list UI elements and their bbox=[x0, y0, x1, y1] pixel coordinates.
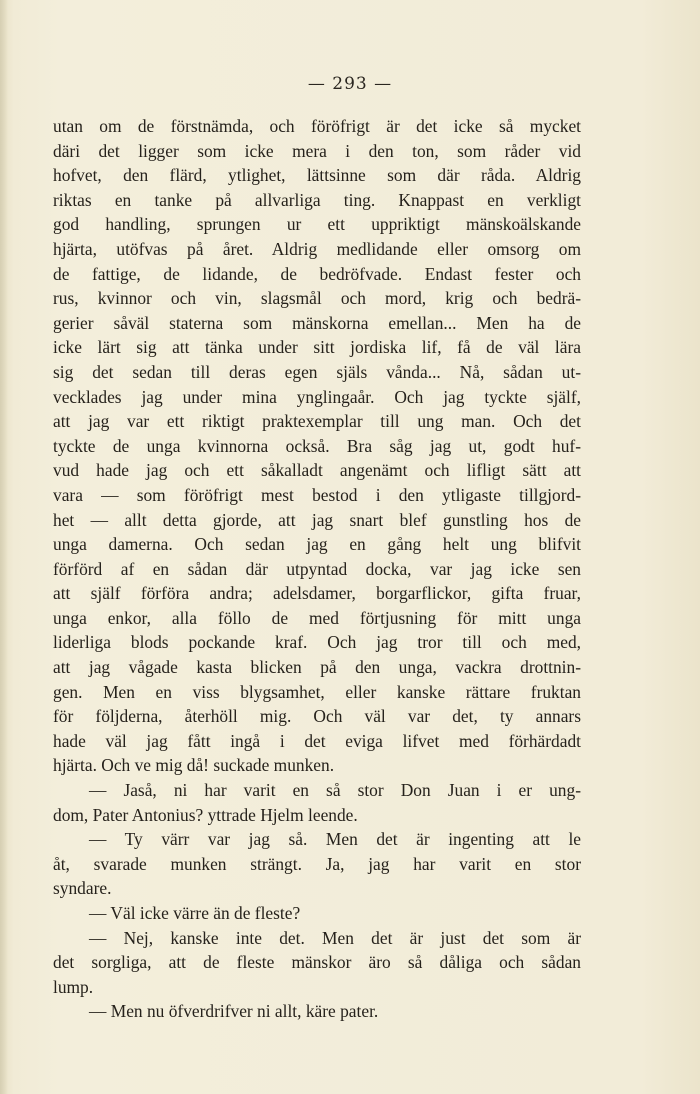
text-line: att jag vågade kasta blicken på den unga, vackra drottnin- bbox=[53, 657, 581, 678]
text-line: dom, Pater Antonius? yttrade Hjelm leende. bbox=[53, 804, 358, 825]
text-line: rus, kvinnor och vin, slagsmål och mord, krig och bedrä- bbox=[53, 288, 581, 309]
text-line: gerier såväl staterna som mänskorna emellan... Men ha de bbox=[53, 312, 581, 333]
text-line: syndare. bbox=[53, 878, 112, 899]
text-line: vecklades jag under mina ynglingaår. Och jag tyckte själf, bbox=[53, 386, 581, 407]
text-line: het — allt detta gjorde, att jag snart blef gunstling hos de bbox=[53, 509, 581, 530]
text-line: unga enkor, alla föllo de med förtjusning för mitt unga bbox=[53, 607, 581, 628]
text-line: utan om de förstnämda, och föröfrigt är det icke så mycket bbox=[53, 116, 581, 136]
text-line: hofvet, den flärd, ytlighet, lättsinne som där råda. Aldrig bbox=[53, 165, 581, 186]
text-line: sig det sedan till deras egen själs vånda... Nå, sådan ut- bbox=[53, 361, 581, 382]
text-line: åt, svarade munken strängt. Ja, jag har varit en stor bbox=[53, 853, 581, 874]
text-line: — Ty värr var jag så. Men det är ingenting att le bbox=[89, 829, 581, 850]
text-line: — Väl icke värre än de fleste? bbox=[89, 903, 301, 923]
text-line: de fattige, de lidande, de bedröfvade. Endast fester och bbox=[53, 263, 581, 284]
text-line: riktas en tanke på allvarliga ting. Knappast en verkligt bbox=[53, 189, 581, 210]
text-line: — Nej, kanske inte det. Men det är just det som är bbox=[89, 927, 581, 948]
text-line: hjärta. Och ve mig då! suckade munken. bbox=[53, 755, 335, 776]
text-line: god handling, sprungen ur ett uppriktigt mänskoälskande bbox=[53, 214, 581, 235]
text-line: icke lärt sig att tänka under sitt jordiska lif, få de väl lära bbox=[53, 337, 581, 358]
page-gutter-shadow bbox=[0, 0, 8, 1094]
page-number: — 293 — bbox=[307, 74, 393, 94]
text-line: gen. Men en viss blygsamhet, eller kanske rättare fruktan bbox=[53, 681, 581, 702]
text-line: däri det ligger som icke mera i den ton, som råder vid bbox=[53, 140, 581, 161]
text-line: hade väl jag fått ingå i det eviga lifvet med förhärdadt bbox=[53, 730, 581, 751]
text-line: tyckte de unga kvinnorna också. Bra såg jag ut, godt huf- bbox=[53, 435, 581, 456]
text-line: för följderna, återhöll mig. Och väl var det, ty annars bbox=[53, 706, 581, 727]
text-line: att jag var ett riktigt praktexemplar till ung man. Och det bbox=[53, 411, 581, 432]
text-line: vud hade jag och ett såkalladt angenämt och lifligt sätt att bbox=[53, 460, 581, 481]
text-line: det sorgliga, att de fleste mänskor äro så dåliga och sådan bbox=[53, 952, 581, 973]
text-line: vara — som föröfrigt mest bestod i den ytligaste tillgjord- bbox=[53, 484, 581, 505]
text-line: förförd af en sådan där utpyntad docka, var jag icke sen bbox=[53, 558, 581, 579]
text-line: — Men nu öfverdrifver ni allt, käre pater. bbox=[89, 1001, 379, 1022]
text-line: lump. bbox=[53, 976, 94, 997]
text-line: hjärta, utöfvas på året. Aldrig medlidande eller omsorg om bbox=[53, 238, 581, 259]
body-text bbox=[53, 114, 581, 1024]
text-line: unga damerna. Och sedan jag en gång helt ung blifvit bbox=[53, 534, 581, 555]
text-line: — Jaså, ni har varit en så stor Don Juan i er ung- bbox=[89, 780, 581, 801]
text-line: att själf förföra andra; adelsdamer, borgarflickor, gifta fruar, bbox=[53, 583, 581, 604]
text-line: liderliga blods pockande kraf. Och jag tror till och med, bbox=[53, 632, 581, 653]
